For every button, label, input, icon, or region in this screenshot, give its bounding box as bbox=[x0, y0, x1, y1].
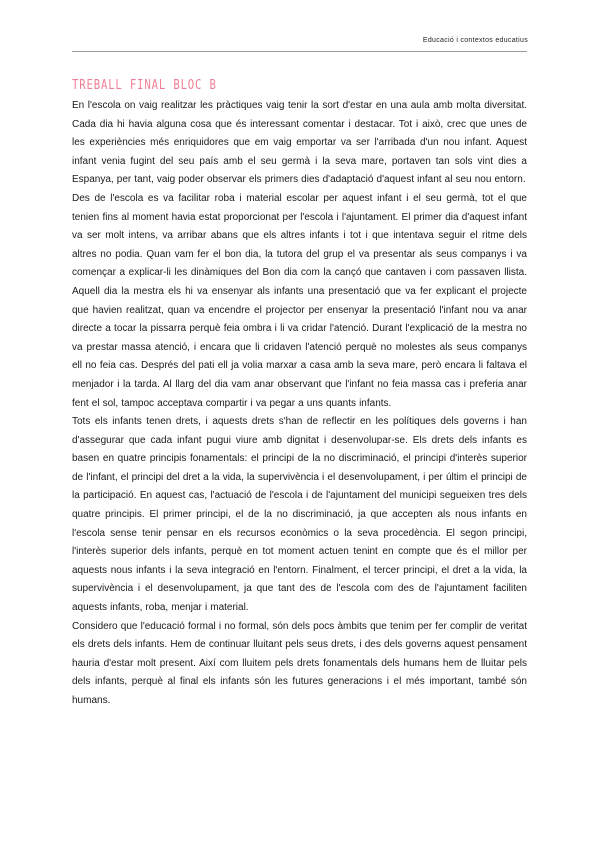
paragraph-1: En l'escola on vaig realitzar les pràctiques vaig tenir la sort d'estar en una aula amb molta diversitat. Cada dia hi havia alguna cosa que és interessant comentar i destacar. Tot i això, crec que unes de les experiències més enriquidores que em vaig emportar va ser l'arribada d'un nou infant. Aquest infant venia fugint del seu país amb el seu germà i la seva mare, portaven tan sols vint dies a Espanya, per tant, vaig poder observar els primers dies d'adaptació d'aquest infant al seu nou entorn. bbox=[72, 100, 527, 186]
document-title: TREBALL FINAL BLOC B bbox=[72, 78, 217, 93]
document-body bbox=[72, 97, 527, 711]
paragraph-3: Tots els infants tenen drets, i aquests drets s'han de reflectir en les polítiques dels governs i han d'assegurar que cada infant pugui viure amb dignitat i desenvolupar-se. Els drets dels infants es basen en quatre principis fonamentals: el principi de la no discriminació, el principi d'interès superior de l'infant, el principi del dret a la vida, la supervivència i el desenvolupament, i per últim el principi de la participació. En aquest cas, l'actuació de l'escola i de l'ajuntament del municipi segueixen tres dels quatre principis. El primer principi, el de la no discriminació, ja que accepten als nous infants en l'escola sense tenir pensar en els recursos econòmics o la seva procedència. El segon principi, l'interès superior dels infants, perquè en tot moment actuen tenint en compte que és el millor per aquests nous infants i la seva integració en l'entorn. Finalment, el tercer principi, el dret a la vida, la supervivència i el desenvolupament, ja que tant des de l'escola com des de l'ajuntament faciliten aquests infants, roba, menjar i material. bbox=[72, 416, 527, 614]
paragraph-4: Considero que l'educació formal i no formal, són dels pocs àmbits que tenim per fer complir de veritat els drets dels infants. Hem de continuar lluitant pels seus drets, i des dels governs aquest pensament hauria d'estar molt present. Així com lluitem pels drets fonamentals dels humans hem de lluitar pels dels infants, perquè al final els infants són les futures generacions i el més important, també són humans. bbox=[72, 620, 527, 706]
running-header: Educació i contextos educatius bbox=[422, 37, 528, 44]
header-divider bbox=[72, 51, 527, 52]
paragraph-2: Des de l'escola es va facilitar roba i material escolar per aquest infant i el seu germà, tot el que tenien fins al moment havia estat proporcionat per l'escola i l'ajuntament. El primer dia d'aquest infant va ser molt intens, va arribar abans que els altres infants i tot i que intentava seguir el ritme dels altres no podia. Quan vam fer el bon dia, la tutora del grup el va presentar als seus companys i va començar a explicar-li les dinàmiques del Bon dia com la cançó que cantaven i com passaven llista. Aquell dia la mestra els hi va ensenyar als infants una presentació que va fer explicant el projecte que havien realitzat, quan va encendre el projector per ensenyar la presentació l'infant nou va anar directe a tocar la pissarra perquè feia ombra i li va cridar l'atenció. Durant l'explicació de la mestra no va prestar massa atenció, i encara que li cridaven l'atenció perquè no molestes als seus companys ell no feia cas. Després del pati ell ja volia marxar a casa amb la seva mare, però encara li faltava el menjador i la tarda. Al llarg del dia vam anar observant que l'infant no feia massa cas i preferia anar fent el sol, tampoc acceptava compartir i va pegar a uns quants infants. bbox=[72, 192, 527, 409]
